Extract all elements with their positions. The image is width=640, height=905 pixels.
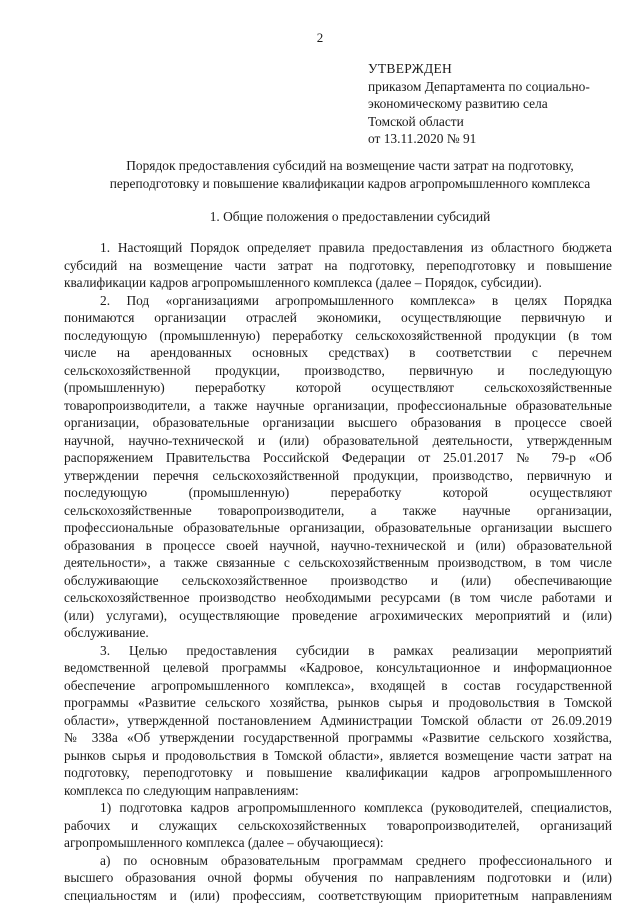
paragraph xyxy=(64,852,612,905)
paragraph xyxy=(64,642,612,800)
paragraph-line: 1) подготовка кадров агропромышленного комплекса (руководителей, специалистов, xyxy=(100,800,612,815)
document-title xyxy=(64,157,636,192)
paragraph-line: образования в процессе своей научной, научно-технической и (или) образовательной xyxy=(64,537,612,553)
paragraph-line: сельскохозяйственное производство необходимыми ресурсами (в том числе работами и xyxy=(64,590,612,605)
approval-line: от 13.11.2020 № 91 xyxy=(368,131,477,146)
paragraph-line: ведомственной целевой программы «Кадровое, консультационное и информационное xyxy=(64,660,612,675)
paragraph-line: профессиональные образовательные организации, образовательные организации высшего xyxy=(64,520,612,535)
paragraph-line: утверждении перечня сельскохозяйственной продукции, производство, первичную и xyxy=(64,467,612,483)
document-body xyxy=(64,239,612,904)
paragraph xyxy=(64,239,612,292)
paragraph-line: области», утвержденной постановлением Администрации Томской области от 26.09.2019 xyxy=(64,712,612,728)
page-number: 2 xyxy=(316,30,324,45)
paragraph xyxy=(64,799,612,852)
paragraph-line: сельскохозяйственные товаропроизводители, а также научные организации, xyxy=(64,502,612,518)
paragraph-line: обеспечение агропромышленного комплекса», входящей в состав государственной xyxy=(64,677,612,693)
paragraph-line: подготовку, переподготовку и повышение квалификации кадров агропромышленного xyxy=(64,765,612,780)
paragraph-line: деятельности», а также связанные с сельскохозяйственным производством, в том числе xyxy=(64,555,612,570)
paragraph-line: рынков сырья и продовольствия в Томской области», является возмещение части затрат на xyxy=(64,747,612,763)
approval-heading: УТВЕРЖДЕН xyxy=(368,61,453,76)
paragraph-line: (или) услугами), осуществляющие проведение агрохимических мероприятий и (или) xyxy=(64,607,612,623)
paragraph-line: последующую (промышленную) переработку которой осуществляют xyxy=(64,485,612,500)
paragraph-line: квалификации кадров агропромышленного комплекса (далее – Порядок, субсидии). xyxy=(64,275,542,290)
title-line: переподготовку и повышение квалификации кадров агропромышленного комплекса xyxy=(109,175,591,191)
section-title: 1. Общие положения о предоставлении субсидий xyxy=(209,209,491,224)
title-line: Порядок предоставления субсидий на возмещение части затрат на подготовку, xyxy=(126,158,574,173)
approval-line: Томской области xyxy=(368,113,464,129)
paragraph-line: субсидий на возмещение части затрат на подготовку, переподготовку и повышение xyxy=(64,257,612,273)
paragraph-line: организации, образовательные организации высшего образования в процессе своей xyxy=(64,415,612,430)
approval-line: приказом Департамента по социально- xyxy=(368,78,590,94)
paragraph-line: товаропроизводители, а также научные организации, профессиональные образовательные xyxy=(64,397,612,413)
paragraph-line: распоряжением Правительства Российской Федерации от 25.01.2017 № 79-р «Об xyxy=(64,450,612,465)
paragraph-line: числе на арендованных основных средствах) в соответствии с перечнем xyxy=(64,345,612,360)
paragraph-line: агропромышленного комплекса (далее – обучающиеся): xyxy=(64,835,384,850)
paragraph-line: обслуживающие сельскохозяйственное производство и (или) обеспечивающие xyxy=(64,572,612,588)
paragraph-line: специальностям и (или) профессиям, соответствующим приоритетным направлениям xyxy=(64,887,612,903)
paragraph-line: 3. Целью предоставления субсидии в рамках реализации мероприятий xyxy=(100,642,612,658)
paragraph-line: № 338а «Об утверждении государственной программы «Развитие сельского хозяйства, xyxy=(64,730,612,745)
paragraph-line: (промышленную) переработку которой осуществляют сельскохозяйственные xyxy=(64,380,612,395)
paragraph xyxy=(64,292,612,642)
paragraph-line: последующую (промышленную) переработку сельскохозяйственной продукции (в том xyxy=(64,327,612,343)
paragraph-line: сельскохозяйственной продукции, производство, первичную и последующую xyxy=(64,362,612,378)
paragraph-line: понимаются организации отраслей экономики, осуществляющие первичную и xyxy=(64,310,612,325)
paragraph-line: программы «Развитие сельского хозяйства, рынков сырья и продовольствия в Томской xyxy=(64,695,612,710)
approval-line: экономическому развитию села xyxy=(368,96,548,111)
paragraph-line: 1. Настоящий Порядок определяет правила предоставления из областного бюджета xyxy=(100,240,612,255)
approval-lines xyxy=(368,78,590,148)
paragraph-line: высшего образования очной формы обучения по направлениям подготовки и (или) xyxy=(64,870,612,885)
paragraph-line: 2. Под «организациями агропромышленного комплекса» в целях Порядка xyxy=(100,292,612,308)
paragraph-line: а) по основным образовательным программам среднего профессионального и xyxy=(100,852,612,868)
paragraph-line: рабочих и служащих сельскохозяйственных товаропроизводителей, организаций xyxy=(64,817,612,833)
approval-block xyxy=(368,60,590,148)
paragraph-line: обслуживание. xyxy=(64,625,149,640)
paragraph-line: научной, научно-технической и (или) образовательной деятельности, утвержденным xyxy=(64,432,612,448)
paragraph-line: комплекса по следующим направлениям: xyxy=(64,782,299,798)
